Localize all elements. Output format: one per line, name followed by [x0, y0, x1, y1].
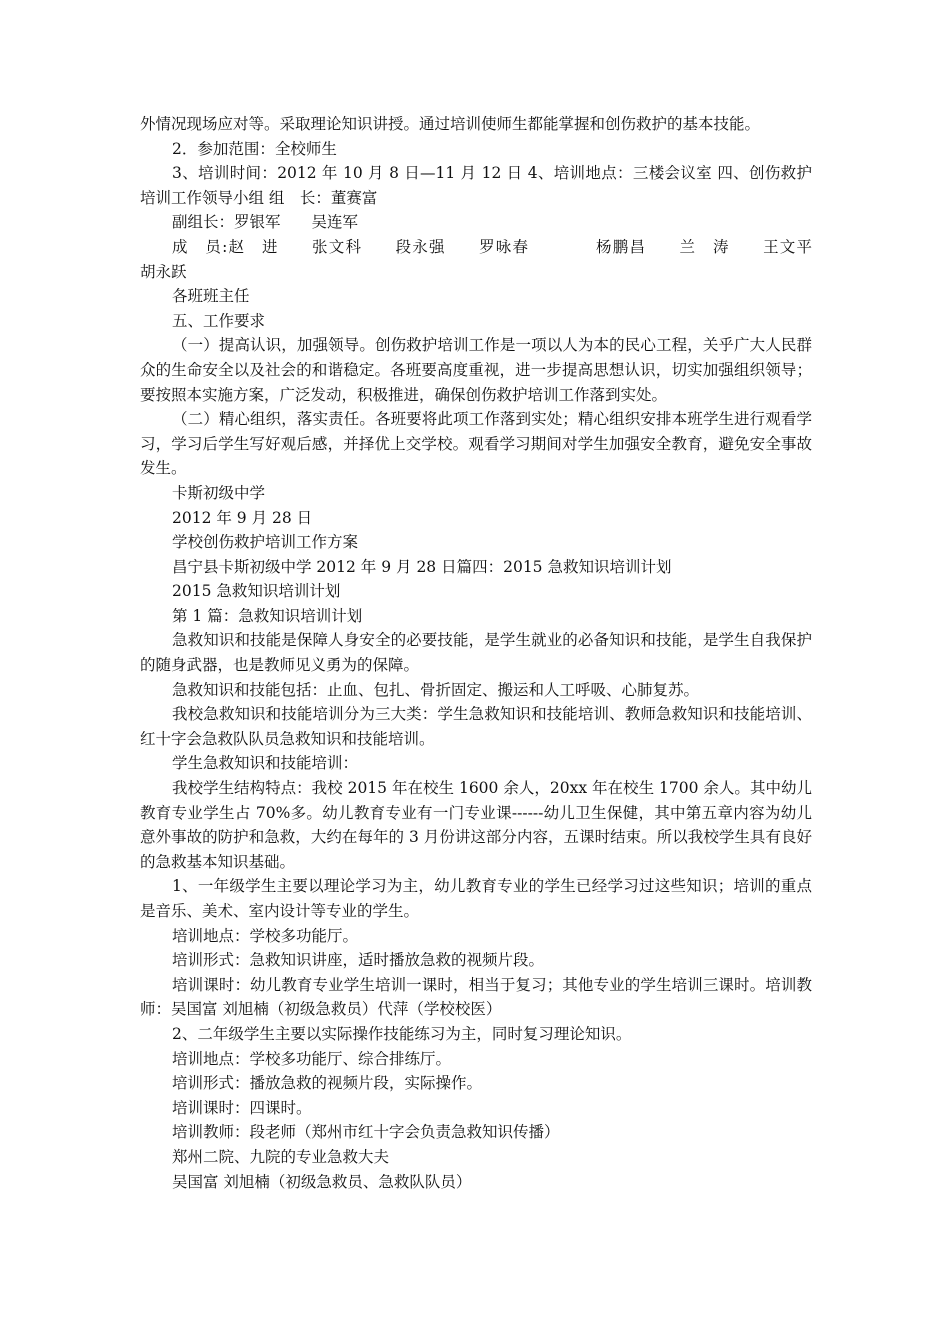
paragraph: 培训形式：急救知识讲座，适时播放急救的视频片段。	[172, 951, 545, 970]
paragraph: 成 员:赵 进 张文科 段永强 罗咏春 杨鹏昌 兰 涛 王文平 胡永跃	[140, 237, 844, 281]
paragraph: 培训地点：学校多功能厅。	[172, 926, 359, 945]
paragraph: 急救知识和技能是保障人身安全的必要技能，是学生就业的必备知识和技能，是学生自我保护的随身武器，也是教师见义勇为的保障。	[140, 631, 812, 675]
paragraph: 急救知识和技能包括：止血、包扎、骨折固定、搬运和人工呼吸、心肺复苏。	[172, 680, 700, 699]
paragraph: 培训教师：段老师（郑州市红十字会负责急救知识传播）	[172, 1123, 560, 1142]
paragraph: 3、培训时间：2012 年 10 月 8 日—11 月 12 日 4、培训地点：三楼会议室 四、创伤救护培训工作领导小组 组 长：董赛富	[140, 164, 812, 207]
paragraph: 2015 急救知识培训计划	[172, 582, 341, 601]
paragraph: 我校急救知识和技能培训分为三大类：学生急救知识和技能培训、教师急救知识和技能培训、红十字会急救队队员急救知识和技能培训。	[140, 705, 812, 748]
document-page	[140, 112, 844, 1194]
paragraph: （二）精心组织，落实责任。各班要将此项工作落到实处；精心组织安排本班学生进行观看学习，学习后学生写好观后感，并择优上交学校。观看学习期间对学生加强安全教育，避免安全事故发生。	[140, 410, 812, 478]
paragraph: 学校创伤救护培训工作方案	[172, 533, 359, 552]
paragraph: 我校学生结构特点：我校 2015 年在校生 1600 余人，20xx 年在校生 1700 余人。其中幼儿教育专业学生占 70%多。幼儿教育专业有一门专业课------幼儿卫生保健，其中第五章内容为幼儿意外事故的防护和急救，大约在每年的 3 月份讲这部分内容，五课时结束。所以我校学生具有良好的急救基本知识基础。	[140, 779, 812, 871]
paragraph: 培训课时：幼儿教育专业学生培训一课时，相当于复习；其他专业的学生培训三课时。培训教师：吴国富 刘旭楠（初级急救员）代萍（学校校医）	[140, 975, 812, 1019]
paragraph: 培训课时：四课时。	[172, 1098, 312, 1117]
paragraph: 培训形式：播放急救的视频片段，实际操作。	[172, 1074, 483, 1093]
paragraph: 第 1 篇：急救知识培训计划	[172, 606, 363, 625]
paragraph: 郑州二院、九院的专业急救大夫	[172, 1147, 390, 1166]
paragraph: 各班班主任	[172, 287, 250, 306]
paragraph: 昌宁县卡斯初级中学 2012 年 9 月 28 日篇四：2015 急救知识培训计划	[172, 557, 672, 576]
paragraph: （一）提高认识，加强领导。创伤救护培训工作是一项以人为本的民心工程，关乎广大人民群众的生命安全以及社会的和谐稳定。各班要高度重视，进一步提高思想认识，切实加强组织领导；要按照本实施方案，广泛发动，积极推进，确保创伤救护培训工作落到实处。	[140, 336, 812, 404]
section-heading: 五、工作要求	[172, 311, 266, 330]
paragraph: 吴国富 刘旭楠（初级急救员、急救队队员）	[172, 1172, 472, 1191]
paragraph: 1、一年级学生主要以理论学习为主，幼儿教育专业的学生已经学习过这些知识；培训的重点是音乐、美术、室内设计等专业的学生。	[140, 877, 812, 920]
paragraph: 2、二年级学生主要以实际操作技能练习为主，同时复习理论知识。	[172, 1024, 632, 1043]
signature-date: 2012 年 9 月 28 日	[172, 508, 313, 527]
paragraph: 学生急救知识和技能培训：	[172, 754, 359, 773]
signature-org: 卡斯初级中学	[172, 483, 266, 502]
paragraph: 副组长：罗银军 吴连军	[172, 213, 359, 232]
paragraph: 外情况现场应对等。采取理论知识讲授。通过培训使师生都能掌握和创伤救护的基本技能。	[140, 115, 761, 133]
paragraph: 2．参加范围：全校师生	[172, 139, 337, 158]
paragraph: 培训地点：学校多功能厅、综合排练厅。	[172, 1049, 452, 1068]
